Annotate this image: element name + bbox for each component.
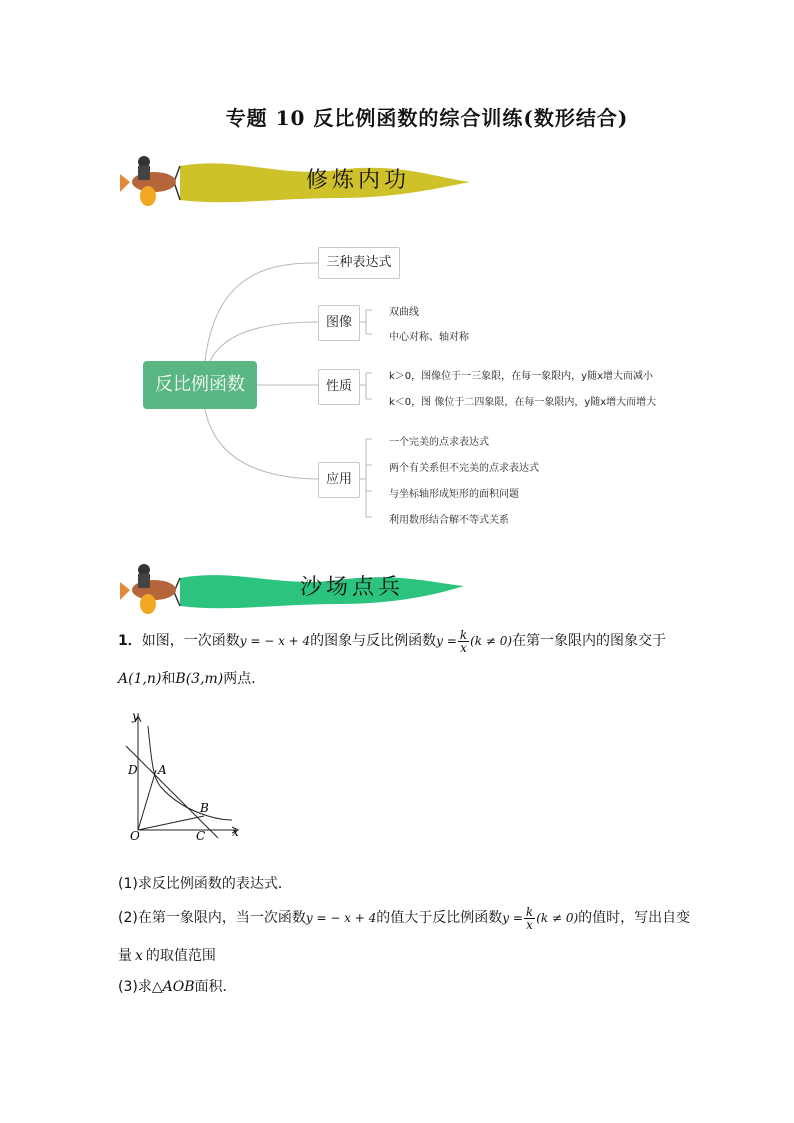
q2-part-a: (2)在第一象限内，当一次函数 <box>118 910 306 926</box>
q2-part-c: 的值时，写出自变 <box>578 910 691 926</box>
problem-line-1 <box>118 626 666 656</box>
graph-label-y: y <box>132 709 139 723</box>
mindmap-leaf: 两个有关系但不完美的点求表达式 <box>389 463 539 474</box>
graph-label-o: O <box>130 829 140 843</box>
graph-label-d: D <box>128 763 138 777</box>
mindmap-root: 反比例函数 <box>143 361 257 409</box>
q3-part-b: 面积． <box>194 979 237 995</box>
and-text: 和 <box>161 671 176 687</box>
mindmap-leaf: 双曲线 <box>389 307 419 318</box>
problem-line-2 <box>118 668 265 688</box>
graph-label-x: x <box>232 825 239 839</box>
question-2-line-1 <box>118 902 690 934</box>
problem-intro-a: 如图，一次函数 <box>141 633 240 649</box>
linear-function: y = − x + 4 <box>239 634 311 648</box>
point-b: B(3,m) <box>175 671 224 687</box>
q2-part-b: 的值大于反比例函数 <box>376 910 503 926</box>
q2-fraction <box>524 906 535 931</box>
mindmap-node-applications: 应用 <box>318 462 360 498</box>
graph-label-c: C <box>196 829 206 843</box>
mindmap-leaf: k＞0，图像位于一三象限，在每一象限内，y随x增大而减小 <box>389 371 653 382</box>
banner-2 <box>118 558 478 622</box>
mindmap-connectors <box>0 0 794 560</box>
k-condition: (k ≠ 0) <box>470 634 513 648</box>
q2-k-condition: (k ≠ 0) <box>536 911 579 925</box>
q2-numerator: k <box>525 904 534 919</box>
q3-part-a: (3)求 <box>118 979 152 995</box>
problem-intro-b: 的图象与反比例函数 <box>310 633 437 649</box>
fraction-k-over-x <box>458 629 469 654</box>
q3-triangle: △AOB <box>151 979 195 995</box>
q2-linear: y = − x + 4 <box>305 911 377 925</box>
mindmap-leaf: 利用数形结合解不等式关系 <box>389 515 509 526</box>
page-title: 专题 10 反比例函数的综合训练(数形结合) <box>225 106 629 130</box>
mindmap-leaf: 中心对称、轴对称 <box>389 332 469 343</box>
q2-part-e: 的取值范围 <box>145 948 216 964</box>
airplane-banner-graphic <box>118 558 478 622</box>
mindmap-node-graph: 图像 <box>318 305 360 341</box>
q2-denominator: x <box>526 917 533 932</box>
segment-oa <box>138 770 156 830</box>
mindmap-leaf: 与坐标轴形成矩形的面积问题 <box>389 489 519 500</box>
point-a: A(1,n) <box>118 671 162 687</box>
graph-label-a: A <box>158 763 167 777</box>
mindmap-leaf: k＜0，图 像位于二四象限，在每一象限内，y随x增大而增大 <box>389 397 657 408</box>
fraction-denominator: x <box>460 640 467 655</box>
q2-inverse-lhs: y = <box>502 911 523 925</box>
segment-ob <box>138 816 204 830</box>
fraction-numerator: k <box>459 627 468 642</box>
q2-variable: x <box>135 948 143 964</box>
mindmap-node-expressions: 三种表达式 <box>318 247 400 279</box>
inverse-lhs: y = <box>436 634 457 648</box>
problem-end: 两点． <box>223 671 266 687</box>
function-graph <box>118 708 248 850</box>
graph-label-b: B <box>200 801 209 815</box>
q2-part-d: 量 <box>118 948 132 964</box>
mindmap-leaf: 一个完美的点求表达式 <box>389 437 489 448</box>
banner-1-title: 修炼内功 <box>306 168 411 193</box>
mindmap-node-properties: 性质 <box>318 369 360 405</box>
problem-intro-c: 在第一象限内的图象交于 <box>512 633 667 649</box>
banner-2-title: 沙场点兵 <box>300 575 405 600</box>
question-3 <box>118 976 237 996</box>
question-1: (1)求反比例函数的表达式． <box>118 876 292 892</box>
problem-number: 1． <box>118 633 142 649</box>
question-2-line-2 <box>118 945 216 965</box>
